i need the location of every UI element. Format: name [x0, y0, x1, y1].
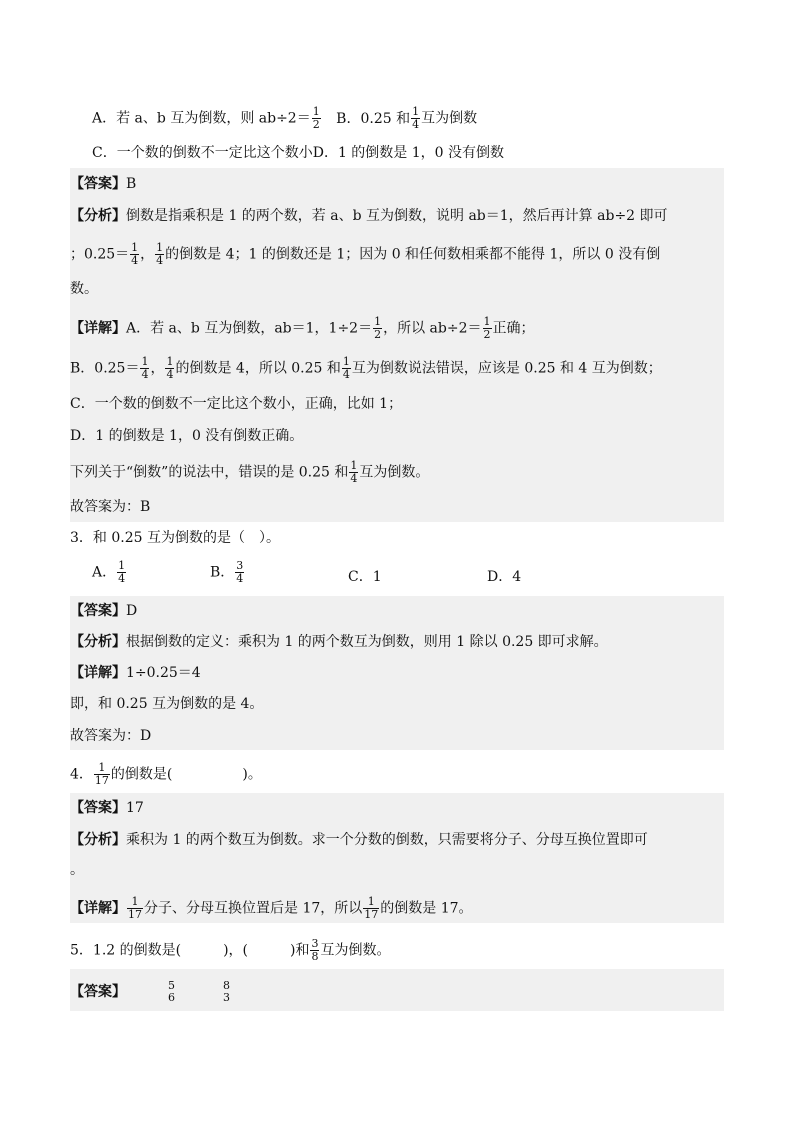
- q4-answer: 【答案】17: [70, 800, 144, 816]
- fraction: $\frac{1}{4}$: [118, 559, 126, 585]
- q3-detail: 【详解】1÷0.25＝4: [70, 665, 201, 681]
- q2-option-a-b: A．若 a、b 互为倒数，则 ab÷2＝ $\frac{1}{2}$ B．0.25 和 $\frac{1}{4}$ 互为倒数: [92, 105, 478, 131]
- q3-option-d: D．4: [487, 569, 522, 585]
- q4-detail: 【详解】 $\frac{1}{17}$ 分子、分母互换位置后是 17，所以 $\frac{1}{17}$ 的倒数是 17。: [70, 895, 473, 921]
- fraction: $\frac{3}{8}$: [311, 937, 319, 963]
- q2-detail-line3: C．一个数的倒数不一定比这个数小，正确，比如 1；: [70, 396, 403, 412]
- q2-answer: 【答案】B: [70, 176, 137, 192]
- q3-final: 故答案为：D: [70, 728, 152, 744]
- q3-detail-line2: 即，和 0.25 互为倒数的是 4。: [70, 696, 264, 712]
- fraction: $\frac{1}{17}$: [364, 895, 379, 921]
- q3-analysis: 【分析】根据倒数的定义：乘积为 1 的两个数互为倒数，则用 1 除以 0.25 即可求解。: [70, 634, 608, 650]
- q2-option-c-d: C．一个数的倒数不一定比这个数小D．1 的倒数是 1，0 没有倒数: [92, 145, 505, 161]
- q3-stem: 3．和 0.25 互为倒数的是（ ）。: [70, 530, 280, 546]
- q2-detail-line4: D．1 的倒数是 1，0 没有倒数正确。: [70, 428, 304, 444]
- fraction: 5 6: [168, 979, 175, 1004]
- fraction: $\frac{1}{4}$: [350, 459, 358, 485]
- fraction: $\frac{1}{4}$: [156, 241, 164, 267]
- q2-detail-line1: 【详解】A．若 a、b 互为倒数，ab＝1，1÷2＝ $\frac{1}{2}$ ，所以 ab÷2＝ $\frac{1}{2}$ 正确；: [70, 315, 535, 341]
- q2-analysis-line3: 数。: [70, 281, 98, 297]
- fraction: $\frac{1}{4}$: [166, 355, 174, 381]
- fraction: $\frac{1}{17}$: [94, 761, 109, 787]
- q2-detail-line5: 下列关于“倒数”的说法中，错误的是 0.25 和 $\frac{1}{4}$ 互为倒数。: [70, 459, 430, 485]
- q2-detail-line2: B．0.25＝ $\frac{1}{4}$ ， $\frac{1}{4}$ 的倒数是 4，所以 0.25 和 $\frac{1}{4}$ 互为倒数说法错误，应该是 0.25 和 4 互为倒数；: [70, 355, 662, 381]
- q2-final: 故答案为：B: [70, 499, 151, 515]
- q3-option-a: A． $\frac{1}{4}$: [92, 559, 126, 585]
- fraction: $\frac{1}{4}$: [342, 355, 350, 381]
- fraction: $\frac{1}{4}$: [131, 241, 139, 267]
- fraction: $\frac{1}{2}$: [483, 315, 491, 341]
- q4-analysis-line1: 【分析】乘积为 1 的两个数互为倒数。求一个分数的倒数，只需要将分子、分母互换位置即可: [70, 832, 648, 848]
- fraction: $\frac{1}{17}$: [128, 895, 142, 921]
- fraction: $\frac{1}{4}$: [141, 355, 149, 381]
- q5-answer: 【答案】 5 6 8 3: [70, 979, 230, 1004]
- q2-analysis-line2: ；0.25＝ $\frac{1}{4}$ ， $\frac{1}{4}$ 的倒数是 4；1 的倒数还是 1；因为 0 和任何数相乘都不能得 1，所以 0 没有倒: [70, 241, 661, 267]
- fraction: $\frac{1}{2}$: [312, 105, 320, 131]
- q3-option-b: B． $\frac{3}{4}$: [210, 559, 244, 585]
- fraction: $\frac{1}{4}$: [412, 105, 420, 131]
- q2-analysis-line1: 【分析】倒数是指乘积是 1 的两个数，若 a、b 互为倒数，说明 ab＝1，然后再计算 ab÷2 即可: [70, 208, 668, 224]
- q3-answer: 【答案】D: [70, 603, 138, 619]
- q3-option-c: C．1: [348, 569, 382, 585]
- fraction: 8 3: [223, 979, 230, 1004]
- fraction: $\frac{3}{4}$: [236, 559, 244, 585]
- q4-stem: 4． $\frac{1}{17}$ 的倒数是( )。: [70, 761, 262, 787]
- q4-analysis-line2: 。: [70, 862, 84, 878]
- q5-stem: 5．1.2 的倒数是( )，( )和 $\frac{3}{8}$ 互为倒数。: [70, 937, 391, 963]
- fraction: $\frac{1}{2}$: [374, 315, 382, 341]
